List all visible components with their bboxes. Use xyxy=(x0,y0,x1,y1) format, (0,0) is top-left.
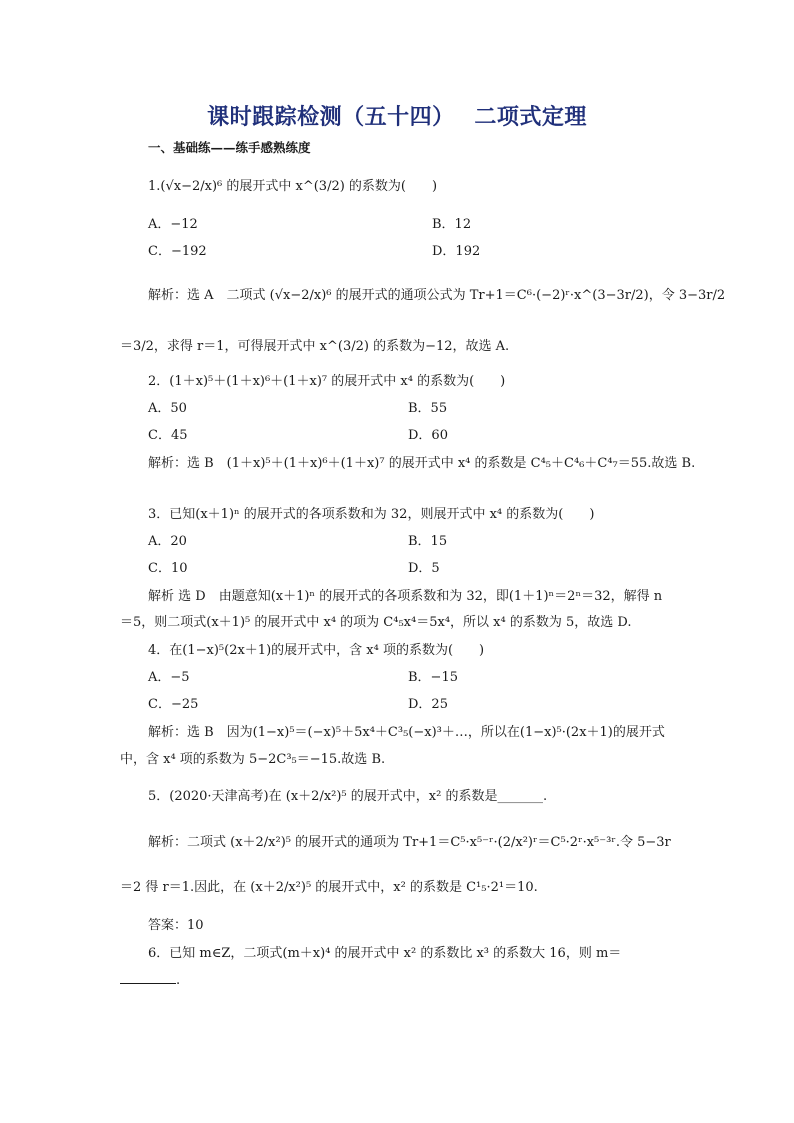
problem-4-solution-line-2: 中，含 x⁴ 项的系数为 5−2C³₅＝−15.故选 B. xyxy=(120,752,386,767)
problem-3-stem: 3．已知(x＋1)ⁿ 的展开式的各项系数和为 32，则展开式中 x⁴ 的系数为( ) xyxy=(148,507,595,522)
problem-2-option-c: C．45 xyxy=(148,428,188,443)
problem-4-option-b: B．−15 xyxy=(408,670,458,685)
problem-6-stem-end: . xyxy=(176,973,181,988)
problem-1-solution-line-1: 解析：选 A 二项式 (√x−2/x)⁶ 的展开式的通项公式为 Tr+1＝C⁶·(−2)ʳ·x^(3−3r/2)，令 3−3r/2 xyxy=(148,288,726,303)
problem-2-option-d: D．60 xyxy=(408,428,448,443)
problem-4-stem: 4．在(1−x)⁵(2x＋1)的展开式中，含 x⁴ 项的系数为( ) xyxy=(148,643,485,658)
problem-5-answer: 答案：10 xyxy=(148,918,204,933)
problem-4-option-d: D．25 xyxy=(408,697,448,712)
problem-6-answer-blank xyxy=(120,971,180,990)
problem-4-option-a: A．−5 xyxy=(148,670,190,685)
problem-1-option-a: A．−12 xyxy=(148,217,198,232)
problem-4-option-c: C．−25 xyxy=(148,697,199,712)
problem-2-option-a: A．50 xyxy=(148,401,187,416)
problem-3-solution-line-2: ＝5，则二项式(x＋1)⁵ 的展开式中 x⁴ 的项为 C⁴₅x⁴＝5x⁴，所以 x⁴ 的系数为 5，故选 D. xyxy=(120,615,632,630)
problem-1-option-b: B．12 xyxy=(432,217,472,232)
problem-1-option-d: D．192 xyxy=(432,244,481,259)
problem-4-solution-line-1: 解析：选 B 因为(1−x)⁵＝(−x)⁵＋5x⁴＋C³₅(−x)³＋…，所以在(1−x)⁵·(2x＋1)的展开式 xyxy=(148,725,665,740)
problem-5-solution-line-1: 解析：二项式 (x＋2/x²)⁵ 的展开式的通项为 Tr+1＝C⁵·x⁵⁻ʳ·(2/x²)ʳ＝C⁵·2ʳ·x⁵⁻³ʳ.令 5−3r xyxy=(148,835,671,850)
answer-blank-line xyxy=(120,971,176,984)
problem-2-solution-line-1: 解析：选 B (1＋x)⁵＋(1＋x)⁶＋(1＋x)⁷ 的展开式中 x⁴ 的系数是 C⁴₅＋C⁴₆＋C⁴₇＝55.故选 B. xyxy=(148,456,696,471)
problem-3-option-c: C．10 xyxy=(148,561,188,576)
problem-6-stem: 6．已知 m∈Z，二项式(m＋x)⁴ 的展开式中 x² 的系数比 x³ 的系数大 16，则 m＝ xyxy=(148,946,622,961)
problem-3-option-a: A．20 xyxy=(148,534,187,549)
problem-3-option-d: D．5 xyxy=(408,561,440,576)
problem-2-stem: 2．(1＋x)⁵＋(1＋x)⁶＋(1＋x)⁷ 的展开式中 x⁴ 的系数为( ) xyxy=(148,374,506,389)
problem-3-solution-line-1: 解析 选 D 由题意知(x＋1)ⁿ 的展开式的各项系数和为 32，即(1＋1)ⁿ＝2ⁿ＝32，解得 n xyxy=(148,589,663,604)
problem-1-solution-line-2: ＝3/2，求得 r＝1，可得展开式中 x^(3/2) 的系数为−12，故选 A. xyxy=(120,339,510,354)
section-heading: 一、基础练——练手感熟练度 xyxy=(148,140,311,155)
problem-3-option-b: B．15 xyxy=(408,534,448,549)
problem-1-stem: 1.(√x−2/x)⁶ 的展开式中 x^(3/2) 的系数为( ) xyxy=(148,179,438,194)
problem-1-option-c: C．−192 xyxy=(148,244,207,259)
problem-2-option-b: B．55 xyxy=(408,401,448,416)
page-title: 课时跟踪检测（五十四） 二项式定理 xyxy=(207,105,587,130)
problem-5-solution-line-2: ＝2 得 r＝1.因此，在 (x＋2/x²)⁵ 的展开式中，x² 的系数是 C¹₅·2¹＝10. xyxy=(120,880,538,895)
problem-5-stem: 5．(2020·天津高考)在 (x＋2/x²)⁵ 的展开式中，x² 的系数是_______. xyxy=(148,789,548,804)
